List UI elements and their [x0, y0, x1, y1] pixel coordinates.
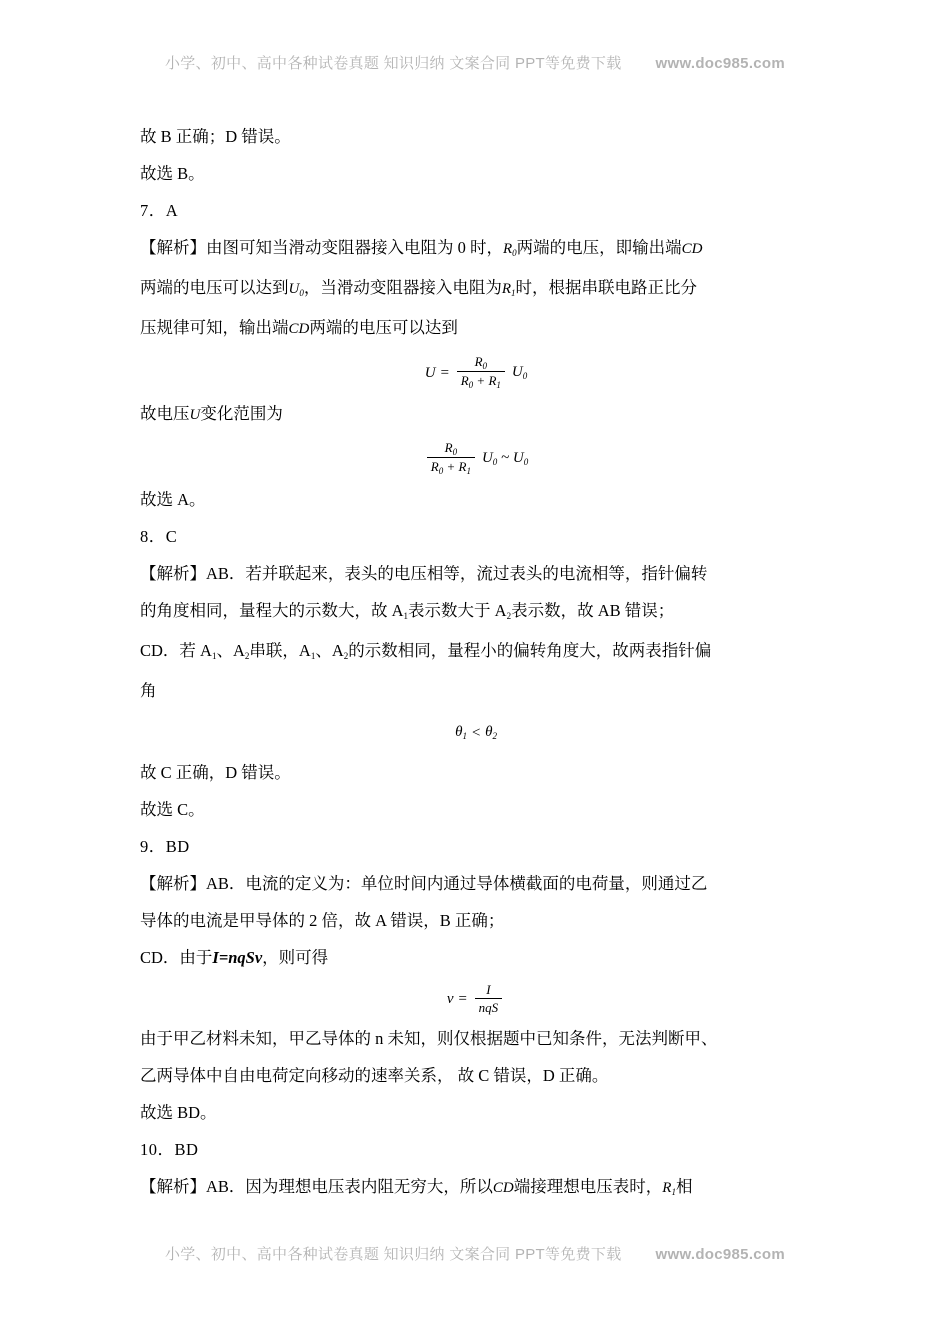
- symbol-u0: $U_0$: [288, 281, 304, 298]
- symbol-cd: CD: [492, 1180, 514, 1197]
- text-line: 角: [140, 681, 157, 700]
- formula-inline-current: I=nqSv: [212, 948, 263, 967]
- symbol-r1: $R_1$: [662, 1180, 676, 1198]
- text-run: 故电压: [140, 404, 190, 423]
- text-line: 【解析】AB．若并联起来，表头的电压相等，流过表头的电流相等，指针偏转: [140, 564, 708, 583]
- formula-voltage-divider: [140, 354, 812, 391]
- text-run: 端接理想电压表时，: [513, 1177, 663, 1197]
- text-line: 乙两导体中自由电荷定向移动的速率关系， 故 C 错误，D 正确。: [140, 1066, 609, 1086]
- text-run: 变化范围为: [200, 404, 283, 423]
- text-line: [140, 269, 812, 309]
- footer-watermark-site: www.doc985.com: [655, 1246, 786, 1263]
- footer-watermark: [0, 1243, 950, 1264]
- header-watermark-text: 小学、初中、高中各种试卷真题 知识归纳 文案合同 PPT等免费下载: [164, 55, 622, 72]
- subscript: 2: [343, 651, 349, 661]
- symbol-cd: CD: [681, 241, 703, 257]
- footer-watermark-text: 小学、初中、高中各种试卷真题 知识归纳 文案合同 PPT等免费下载: [164, 1246, 622, 1263]
- subscript: 2: [244, 651, 250, 661]
- text-line: [140, 939, 812, 976]
- text-line: [140, 592, 812, 632]
- subscript: 1: [310, 651, 316, 661]
- text-run: 表示数大于 A: [408, 601, 507, 620]
- question-number-7: 7．A: [140, 201, 179, 220]
- text-run: 两端的电压可以达到: [309, 318, 458, 337]
- text-run: 串联，A: [249, 641, 311, 660]
- text-line: 故 B 正确；D 错误。: [140, 127, 291, 146]
- formula-fraction: [457, 354, 505, 391]
- text-line: [140, 632, 812, 672]
- formula-equals: =: [457, 991, 468, 1008]
- header-watermark: [0, 52, 950, 73]
- text-run: CD．由于: [140, 948, 213, 967]
- symbol-r1: $R_1$: [501, 281, 516, 298]
- formula-drift-velocity: [140, 982, 812, 1016]
- subscript: 1: [403, 611, 409, 621]
- formula-denominator: $R_0 + R_1$: [427, 457, 475, 477]
- text-line: 【解析】AB．电流的定义为：单位时间内通过导体横截面的电荷量，则通过乙: [140, 874, 708, 893]
- text-line: 由于甲乙材料未知，甲乙导体的 n 未知，则仅根据题中已知条件，无法判断甲、: [140, 1029, 718, 1049]
- question-number-8: 8．C: [140, 527, 178, 546]
- formula-operator: <: [470, 724, 482, 741]
- formula-numerator: I: [486, 982, 491, 998]
- formula-denominator: nqS: [475, 998, 503, 1016]
- text-line: [140, 1168, 812, 1208]
- text-line: 故选 B。: [140, 164, 205, 183]
- text-line: [140, 395, 812, 434]
- symbol-r0: $R_0$: [503, 241, 517, 258]
- text-run: 的角度相同，量程大的示数大，故 A: [140, 601, 404, 620]
- formula-lhs: U: [424, 364, 436, 381]
- text-run: 的示数相同，量程小的偏转角度大，故两表指针偏: [348, 641, 712, 660]
- formula-equals: =: [439, 364, 450, 381]
- text-run: 表示数，故 AB 错误；: [511, 601, 675, 620]
- text-line: [140, 309, 812, 348]
- subscript: 1: [211, 651, 217, 661]
- symbol-cd: CD: [288, 321, 310, 337]
- subscript: 2: [506, 611, 512, 621]
- formula-tail: $U_0$ ~ $U_0$: [481, 450, 529, 467]
- formula-numerator: $R_0$: [474, 354, 488, 371]
- formula-theta1: $\theta_1$: [455, 724, 467, 741]
- text-line: 故 C 正确，D 错误。: [140, 763, 291, 782]
- formula-denominator: $R_0 + R_1$: [457, 371, 505, 391]
- text-line: 导体的电流是甲导体的 2 倍，故 A 错误，B 正确；: [140, 911, 505, 930]
- text-run: 、A: [216, 641, 245, 660]
- text-run: 相: [675, 1177, 693, 1197]
- text-run: 【解析】由图可知当滑动变阻器接入电阻为 0 时，: [140, 238, 503, 257]
- symbol-u: U: [189, 407, 201, 423]
- text-run: 时，根据串联电路正比分: [515, 278, 698, 297]
- text-run: ，当滑动变阻器接入电阻为: [303, 278, 502, 297]
- formula-fraction: [427, 440, 475, 477]
- text-line: 故选 C。: [140, 800, 205, 819]
- question-number-9: 9．BD: [140, 837, 190, 856]
- text-run: ，则可得: [262, 948, 329, 967]
- formula-tail: $U_0$: [511, 364, 528, 381]
- formula-theta2: $\theta_2$: [485, 724, 497, 741]
- formula-theta-comparison: [140, 715, 812, 750]
- document-content: [140, 118, 812, 1208]
- header-watermark-site: www.doc985.com: [655, 55, 786, 72]
- text-run: 【解析】AB．因为理想电压表内阻无穷大，所以: [140, 1177, 493, 1197]
- text-run: 两端的电压可以达到: [140, 278, 289, 297]
- question-number-10: 10．BD: [140, 1140, 199, 1160]
- text-line: 故选 A。: [140, 490, 206, 509]
- formula-numerator: $R_0$: [444, 440, 458, 457]
- text-run: 压规律可知，输出端: [140, 318, 289, 337]
- text-line: 故选 BD。: [140, 1103, 217, 1123]
- text-run: CD．若 A: [140, 641, 212, 660]
- text-line: [140, 229, 812, 269]
- formula-lhs: v: [446, 991, 454, 1008]
- formula-fraction: [475, 982, 503, 1016]
- formula-voltage-range: [140, 440, 812, 477]
- text-run: 、A: [315, 641, 344, 660]
- text-run: 两端的电压，即输出端: [516, 238, 682, 257]
